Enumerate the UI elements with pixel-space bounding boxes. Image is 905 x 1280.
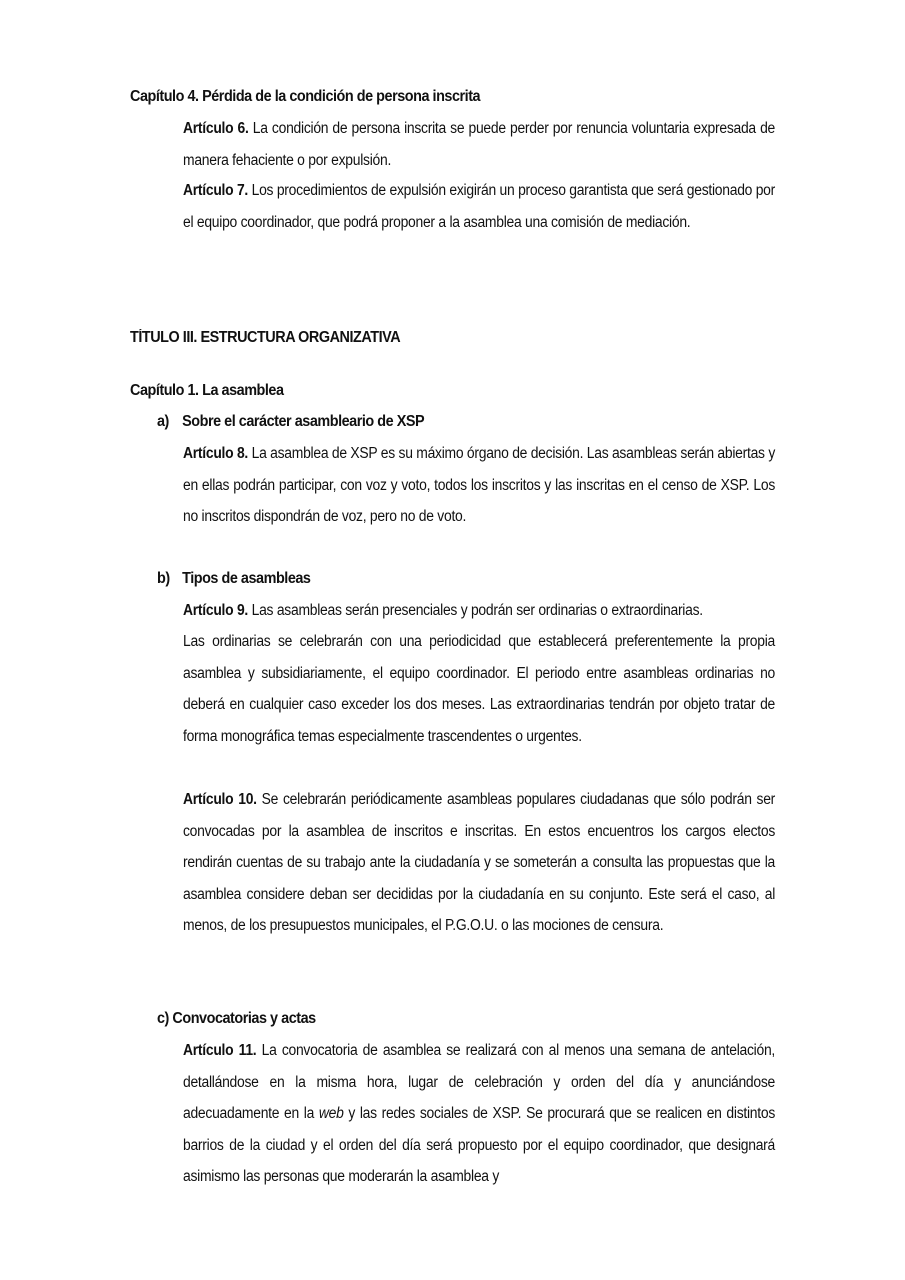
article-9-label: Artículo 9.	[183, 602, 249, 619]
article-8-text: La asamblea de XSP es su máximo órgano de decisión. Las asambleas serán abiertas y en ellas podrán participar, con voz y voto, todos los inscritos y las inscritas en el censo de XSP. Los no inscritos dispondrán de voz, pero no de voto.	[183, 445, 776, 525]
article-11-label: Artículo 11.	[183, 1042, 257, 1059]
article-9-continuation: Las ordinarias se celebrarán con una periodicidad que establecerá preferentemente la propia asamblea y subsidiariamente, el equipo coordinador. El periodo entre asambleas ordinarias no deberá en cualquier caso exceder los dos meses. Las extraordinarias tendrán por objeto tratar de forma monográfica temas especialmente trascendentes o urgentes.	[183, 633, 776, 745]
article-8	[183, 438, 775, 533]
article-10	[183, 784, 775, 942]
article-10-label: Artículo 10.	[183, 791, 257, 808]
section-c-heading: c) Convocatorias y actas	[157, 1010, 316, 1027]
article-6-text: La condición de persona inscrita se puede perder por renuncia voluntaria expresada de manera fehaciente o por expulsión.	[183, 120, 776, 169]
title-3-heading: TÍTULO III. ESTRUCTURA ORGANIZATIVA	[130, 329, 401, 346]
section-a-title: Sobre el carácter asambleario de XSP	[182, 413, 425, 430]
article-7-text: Los procedimientos de expulsión exigirán un proceso garantista que será gestionado por el equipo coordinador, que podrá proponer a la asamblea una comisión de mediación.	[183, 182, 776, 231]
article-6	[183, 113, 775, 176]
section-b-heading	[157, 569, 310, 589]
section-a-heading	[157, 412, 424, 432]
article-8-label: Artículo 8.	[183, 445, 249, 462]
article-9-text: Las asambleas serán presenciales y podrán ser ordinarias o extraordinarias.	[248, 602, 703, 619]
chapter-4-heading: Capítulo 4. Pérdida de la condición de persona inscrita	[130, 88, 481, 105]
article-9	[183, 595, 775, 627]
article-6-label: Artículo 6.	[183, 120, 249, 137]
article-7-label: Artículo 7.	[183, 182, 249, 199]
article-11-text-before: La convocatoria de asamblea se realizará con al menos una semana de antelación, detallándose en la misma hora, lugar de celebración y orden del día y anunciándose adecuadamente en la	[183, 1042, 776, 1122]
chapter-1-heading: Capítulo 1. La asamblea	[130, 382, 284, 399]
article-11-web-word: web	[318, 1105, 344, 1122]
article-7	[183, 175, 775, 238]
article-11-text-after: y las redes sociales de XSP. Se procurará que se realicen en distintos barrios de la ciudad y el orden del día será propuesto por el equipo coordinador, que designará asimismo las personas que moderarán la asamblea y	[183, 1105, 776, 1185]
section-b-title: Tipos de asambleas	[182, 570, 311, 587]
article-11	[183, 1035, 775, 1193]
section-b-marker: b)	[157, 570, 170, 587]
section-a-marker: a)	[157, 413, 169, 430]
article-10-text: Se celebrarán periódicamente asambleas populares ciudadanas que sólo podrán ser convocadas por la asamblea de inscritos e inscritas. En estos encuentros los cargos electos rendirán cuentas de su trabajo ante la ciudadanía y se someterán a consulta las propuestas que la asamblea considere deban ser decididas por la ciudadanía en su conjunto. Este será el caso, al menos, de los presupuestos municipales, el P.G.O.U. o las mociones de censura.	[183, 791, 776, 934]
